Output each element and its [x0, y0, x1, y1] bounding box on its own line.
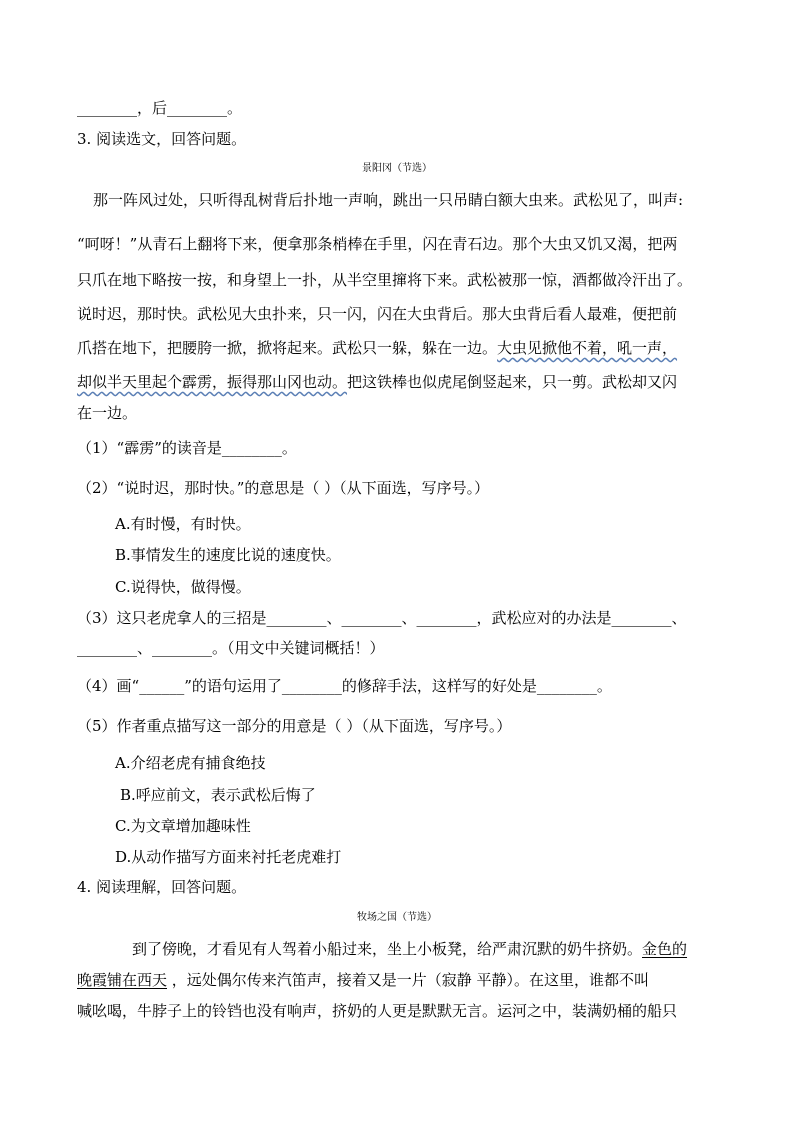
- sub-question-2: （2）“说时迟，那时快。”的意思是（ ）（从下面选，写序号。）: [77, 479, 490, 497]
- sub-question-5: （5）作者重点描写这一部分的用意是（ ）（从下面选，写序号。）: [77, 717, 512, 735]
- passage-1-line-4: 说时迟，那时快。武松见大虫扑来，只一闪，闪在大虫背后。那大虫背后看人最难，便把前: [77, 305, 678, 323]
- passage-1-line-7: 在一边。: [77, 404, 138, 422]
- sub-question-2-option-c: C.说得快，做得慢。: [115, 578, 251, 596]
- passage-1-line-5: [77, 338, 677, 358]
- sub-question-5-option-d: D.从动作描写方面来衬托老虎难打: [115, 848, 342, 866]
- wavy-underlined-sentence-part-1: 大虫见掀他不着，吼一声，: [497, 339, 678, 357]
- passage-2-line-1-text: 到了傍晚，才看见有人驾着小船过来，坐上小板凳，给严肃沉默的奶牛挤奶。: [132, 940, 643, 958]
- underlined-phrase-part-2: 晚霞铺在西天: [77, 971, 168, 989]
- passage-2-line-2-text: ，远处偶尔传来汽笛声，接着又是一片（寂静 平静）。在这里，谁都不叫: [167, 971, 650, 989]
- sub-question-3: （3）这只老虎拿人的三招是________、________、________，武松应对的办法是________、: [77, 609, 687, 627]
- question-3-title: 3. 阅读选文，回答问题。: [77, 130, 247, 148]
- passage-2-line-2: [77, 970, 649, 990]
- passage-1-line-3: 只爪在地下略按一按，和身望上一扑，从半空里撺将下来。武松被那一惊，酒都做冷汗出了。: [77, 271, 693, 289]
- sub-question-2-option-b: B.事情发生的速度比说的速度快。: [115, 546, 341, 564]
- passage-1-line-5-text: 爪搭在地下，把腰胯一掀，掀将起来。武松只一躲，躲在一边。: [77, 339, 498, 357]
- sub-question-5-option-c: C.为文章增加趣味性: [115, 817, 251, 835]
- sub-question-1: （1）“霹雳”的读音是________。: [77, 439, 297, 457]
- passage-2-heading: 牧场之国（节选）: [357, 912, 437, 923]
- passage-1-line-1: 那一阵风过处，只听得乱树背后扑地一声响，跳出一只吊睛白额大虫来。武松见了，叫声:: [93, 191, 684, 209]
- passage-1-line-2: “呵呀！”从青石上翻将下来，便拿那条梢棒在手里，闪在青石边。那个大虫又饥又渴，把两: [77, 235, 678, 253]
- question-4-title: 4. 阅读理解，回答问题。: [77, 878, 247, 896]
- passage-2-line-3: 喊吆喝，牛脖子上的铃铛也没有响声，挤奶的人更是默默无言。运河之中，装满奶桶的船只: [77, 1002, 678, 1020]
- sub-question-5-option-a: A.介绍老虎有捕食绝技: [115, 754, 266, 772]
- underlined-phrase-part-1: 金色的: [642, 940, 688, 958]
- sub-question-2-option-a: A.有时慢，有时快。: [115, 515, 251, 533]
- answer-line-continued: ________，后________。: [77, 99, 243, 117]
- sub-question-5-option-b: B.呼应前文，表示武松后悔了: [120, 786, 316, 804]
- sub-question-3-continued: ________、________。（用文中关键词概括！）: [77, 639, 385, 657]
- passage-2-line-1: [132, 939, 687, 959]
- passage-1-line-6-text: 把这铁棒也似虎尾倒竖起来，只一剪。武松却又闪: [347, 373, 678, 391]
- sub-question-4: （4）画“______”的语句运用了________的修辞手法，这样写的好处是________。: [77, 677, 612, 695]
- passage-1-heading: 景阳冈（节选）: [362, 163, 432, 174]
- wavy-underlined-sentence-part-2: 却似半天里起个霹雳，振得那山冈也动。: [77, 373, 348, 391]
- passage-1-line-6: [77, 372, 677, 392]
